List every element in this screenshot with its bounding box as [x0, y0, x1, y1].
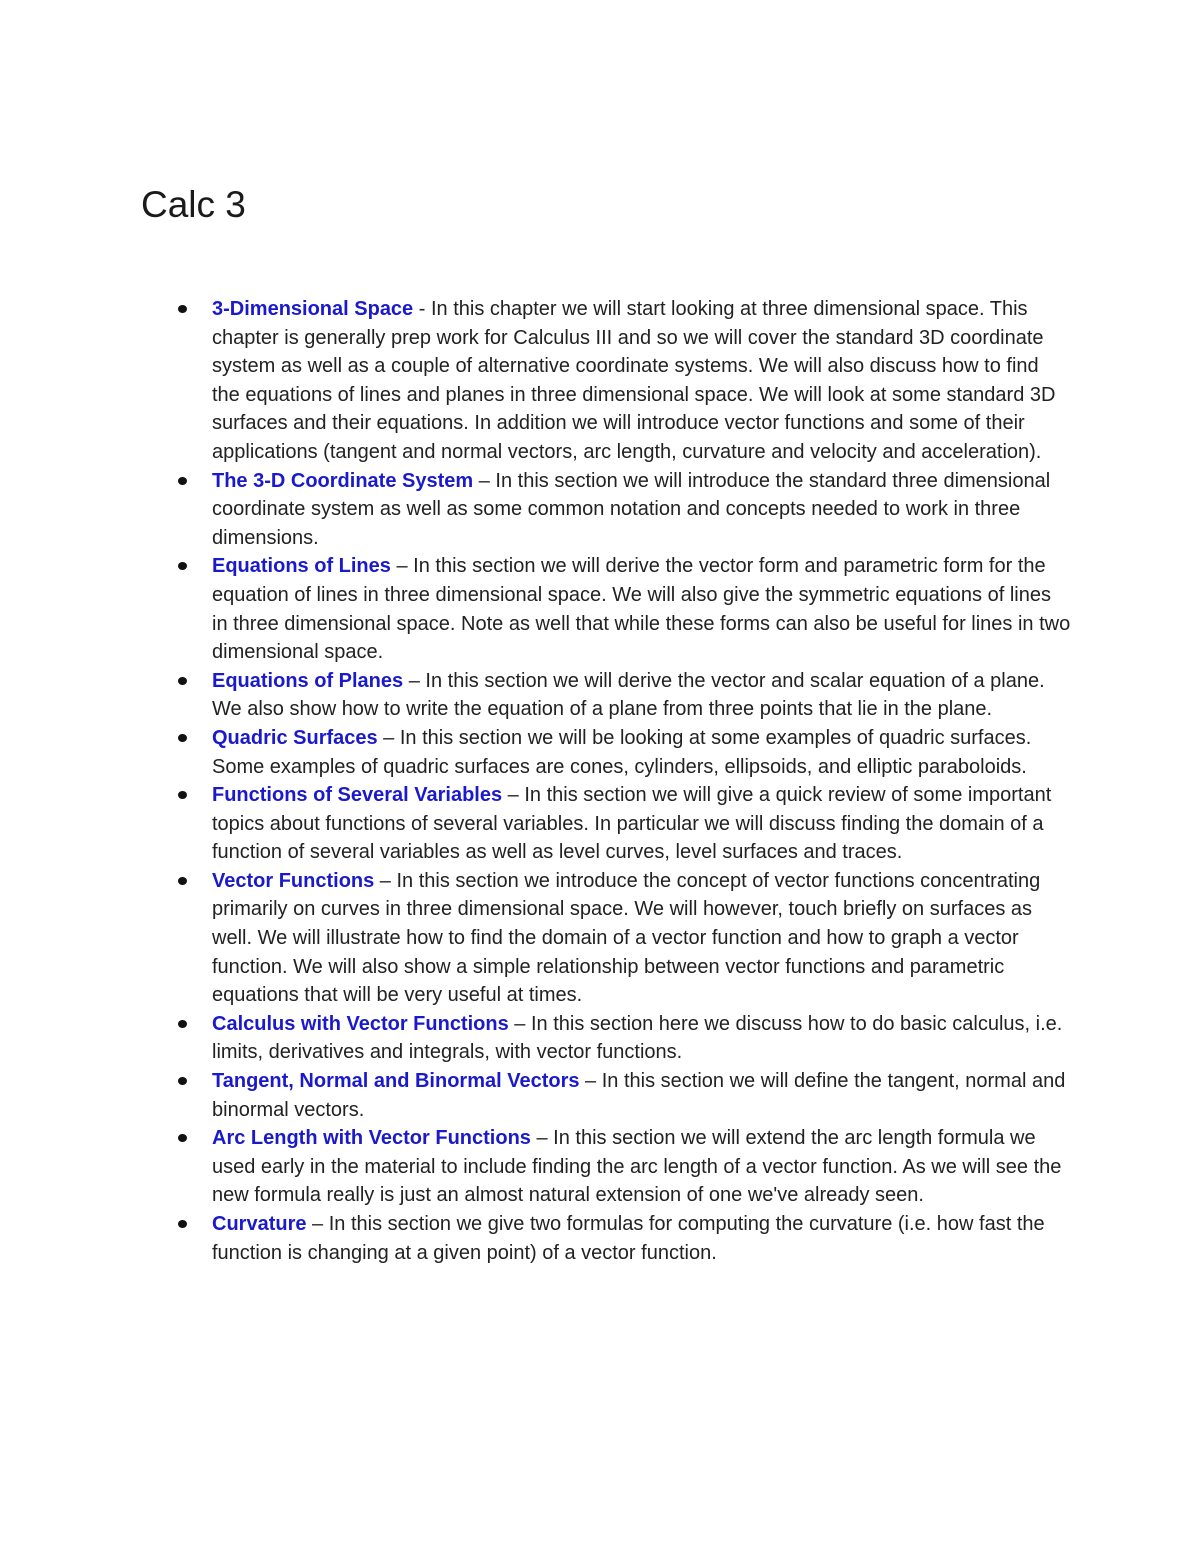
topic-description: In this section here we discuss how to do basic calculus, i.e. limits, derivatives and integrals, with vector functions.: [212, 1012, 1063, 1064]
bullet-icon: [178, 1134, 187, 1142]
list-item: [212, 295, 1072, 467]
bullet-icon: [178, 1020, 187, 1028]
topic-description: In this section we will derive the vector and scalar equation of a plane. We also show how to write the equation of a plane from three points that lie in the plane.: [212, 669, 1045, 721]
topic-separator: –: [530, 1127, 554, 1150]
list-item: [212, 552, 1072, 666]
topic-separator: –: [374, 869, 397, 892]
topic-link[interactable]: Equations of Planes: [212, 669, 404, 692]
list-item: [212, 1124, 1072, 1210]
list-item: [212, 867, 1072, 1010]
topic-link[interactable]: Tangent, Normal and Binormal Vectors: [212, 1070, 580, 1093]
list-item: [212, 781, 1072, 867]
topic-description: In this section we will define the tangent, normal and binormal vectors.: [212, 1070, 1066, 1121]
bullet-icon: [178, 305, 187, 313]
topic-separator: -: [413, 298, 431, 320]
bullet-icon: [178, 677, 187, 685]
topic-link[interactable]: Calculus with Vector Functions: [212, 1012, 509, 1035]
topic-separator: –: [403, 669, 426, 692]
list-item: [212, 467, 1072, 553]
topic-description: In this section we will be looking at some examples of quadric surfaces. Some examples of quadric surfaces are cones, cylinders, ellipsoids, and elliptic paraboloids.: [212, 726, 1032, 778]
topic-separator: –: [390, 555, 414, 578]
topic-link[interactable]: Curvature: [212, 1213, 307, 1235]
topic-description: In this section we will give a quick review of some important topics about functions of several variables. In particular we will discuss finding the domain of a function of several variables as well as level curves, level surfaces and traces.: [212, 784, 1052, 864]
topic-link[interactable]: The 3-D Coordinate System: [212, 469, 474, 492]
topic-link[interactable]: Equations of Lines: [212, 555, 391, 578]
topic-description: In this chapter we will start looking at three dimensional space. This chapter is generally prep work for Calculus III and so we will cover the standard 3D coordinate system as well as a couple of alternative coordinate systems. We will also discuss how to find the equations of lines and planes in three dimensional space. We will look at some standard 3D surfaces and their equations. In addition we will introduce vector functions and some of their applications (tangent and normal vectors, arc length, curvature and velocity and acceleration).: [212, 298, 1056, 463]
list-item: [212, 1210, 1072, 1267]
topic-separator: –: [502, 784, 525, 807]
topic-description: In this section we give two formulas for computing the curvature (i.e. how fast the function is changing at a given point) of a vector function.: [212, 1213, 1045, 1264]
bullet-icon: [178, 734, 187, 742]
topic-separator: –: [508, 1012, 531, 1035]
bullet-icon: [178, 1220, 187, 1228]
page-title: Calc 3: [141, 184, 246, 225]
topic-description: In this section we will derive the vector form and parametric form for the equation of lines in three dimensional space. We will also give the symmetric equations of lines in three dimensional space. Note as well that while these forms can also be useful for lines in two dimensional space.: [212, 555, 1071, 664]
bullet-icon: [178, 562, 187, 570]
topic-link[interactable]: 3-Dimensional Space: [212, 298, 414, 320]
list-item: [212, 1010, 1072, 1067]
topic-link[interactable]: Arc Length with Vector Functions: [212, 1127, 531, 1150]
topic-list: [212, 295, 1072, 1267]
topic-link[interactable]: Functions of Several Variables: [212, 784, 503, 807]
topic-separator: –: [473, 469, 496, 492]
topic-link[interactable]: Vector Functions: [212, 869, 375, 892]
topic-separator: –: [306, 1213, 329, 1235]
topic-description: In this section we will introduce the standard three dimensional coordinate system as well as some common notation and concepts needed to work in three dimensions.: [212, 469, 1051, 549]
list-item: [212, 724, 1072, 781]
bullet-icon: [178, 1077, 187, 1085]
bullet-icon: [178, 877, 187, 885]
topic-separator: –: [377, 726, 400, 749]
topic-link[interactable]: Quadric Surfaces: [212, 726, 378, 749]
list-item: [212, 667, 1072, 724]
topic-separator: –: [579, 1070, 602, 1093]
list-item: [212, 1067, 1072, 1124]
bullet-icon: [178, 477, 187, 485]
topic-description: In this section we introduce the concept of vector functions concentrating primarily on curves in three dimensional space. We will however, touch briefly on surfaces as well. We will illustrate how to find the domain of a vector function and how to graph a vector function. We will also show a simple relationship between vector functions and parametric equations that will be very useful at times.: [212, 869, 1041, 1007]
topic-description: In this section we will extend the arc length formula we used early in the material to include finding the arc length of a vector function. As we will see the new formula really is just an almost natural extension of one we've already seen.: [212, 1127, 1062, 1207]
bullet-icon: [178, 791, 187, 799]
